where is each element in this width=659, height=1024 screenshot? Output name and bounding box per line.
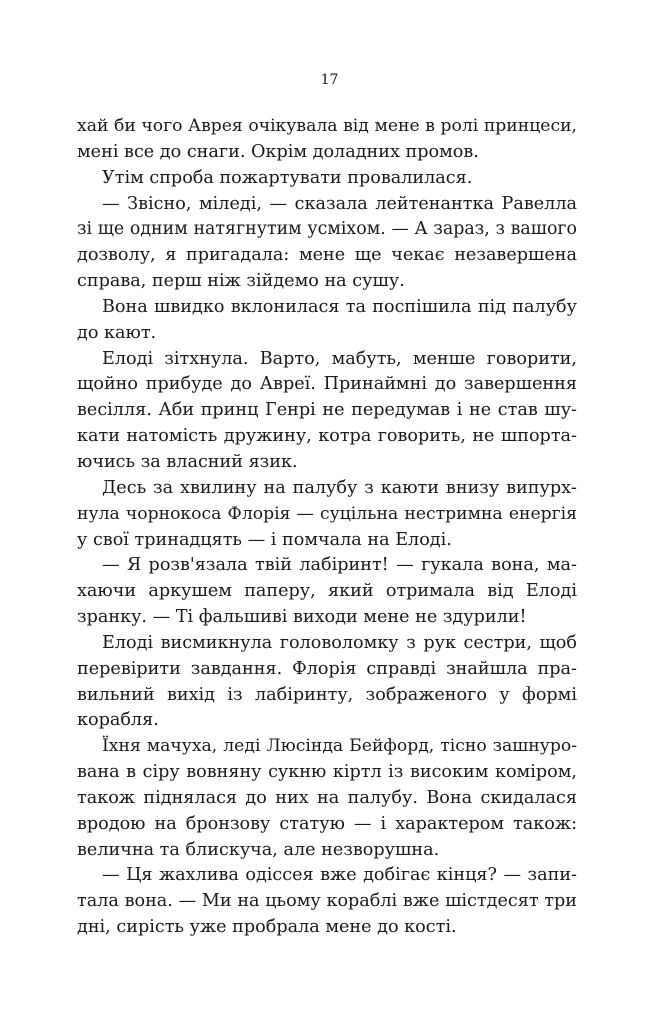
text-line: вана в сіру вовняну сукню кіртл із високим коміром, bbox=[77, 762, 577, 783]
text-line: зранку. — Ті фальшиві виходи мене не здурили! bbox=[77, 607, 527, 628]
text-line: хай би чого Аврея очікувала від мене в ролі принцеси, bbox=[77, 116, 577, 136]
text-line: до кают. bbox=[77, 322, 157, 343]
text-line: щойно прибуде до Авреї. Принаймні до завершення bbox=[77, 374, 577, 395]
text-line: тала вона. — Ми на цьому кораблі вже шістдесят три bbox=[77, 891, 577, 912]
text-line: Елоді зітхнула. Варто, мабуть, менше говорити, bbox=[102, 348, 577, 369]
text-line: Десь за хвилину на палубу з каюти внизу випурх- bbox=[102, 477, 577, 498]
text-line: зі ще одним натягнутим усміхом. — А зараз, з вашого bbox=[77, 219, 577, 240]
text-line: хаючи аркушем паперу, який отримала від Елоді bbox=[77, 581, 577, 602]
text-line: корабля. bbox=[77, 710, 159, 731]
page-number: 17 bbox=[320, 72, 339, 88]
text-line: Їхня мачуха, леді Люсінда Бейфорд, тісно зашнуро- bbox=[102, 736, 577, 757]
text-line: Елоді висмикнула головоломку з рук сестри, щоб bbox=[102, 632, 577, 653]
text-line: перевірити завдання. Флорія справді знайшла пра- bbox=[77, 658, 577, 679]
text-line: вильний вихід із лабіринту, зображеного у формі bbox=[77, 684, 577, 705]
text-line: — Звісно, міледі, — сказала лейтенантка Равелла bbox=[102, 193, 577, 214]
text-line: у свої тринадцять — і помчала на Елоді. bbox=[77, 529, 452, 550]
text-line: весілля. Аби принц Генрі не передумав і не став шу- bbox=[77, 400, 577, 421]
text-line: Утім спроба пожартувати провалилася. bbox=[102, 167, 473, 188]
text-line: дозволу, я пригадала: мене ще чекає незавершена bbox=[77, 245, 577, 266]
text-line: нула чорнокоса Флорія — суцільна нестримна енергія bbox=[77, 503, 577, 524]
text-line: — Я розв'язала твій лабіринт! — гукала вона, ма- bbox=[102, 555, 577, 576]
text-line: вродою на бронзову статую — і характером також: bbox=[77, 813, 577, 834]
text-line: кати натомість дружину, котра говорить, не шпорта- bbox=[77, 426, 577, 447]
text-line: велична та блискуча, але незворушна. bbox=[77, 839, 440, 860]
text-line: ючись за власний язик. bbox=[77, 451, 298, 472]
text-line: справа, перш ніж зійдемо на сушу. bbox=[77, 271, 405, 292]
text-line: мені все до снаги. Окрім доладних промов. bbox=[77, 141, 479, 162]
text-line: дні, сирість уже пробрала мене до кості. bbox=[77, 917, 457, 938]
body-text bbox=[77, 114, 577, 941]
text-line: Вона швидко вклонилася та поспішила під палубу bbox=[102, 296, 577, 317]
text-line: — Ця жахлива одіссея вже добігає кінця? — запи- bbox=[102, 865, 577, 886]
text-line: також піднялася до них на палубу. Вона скидалася bbox=[77, 787, 577, 808]
